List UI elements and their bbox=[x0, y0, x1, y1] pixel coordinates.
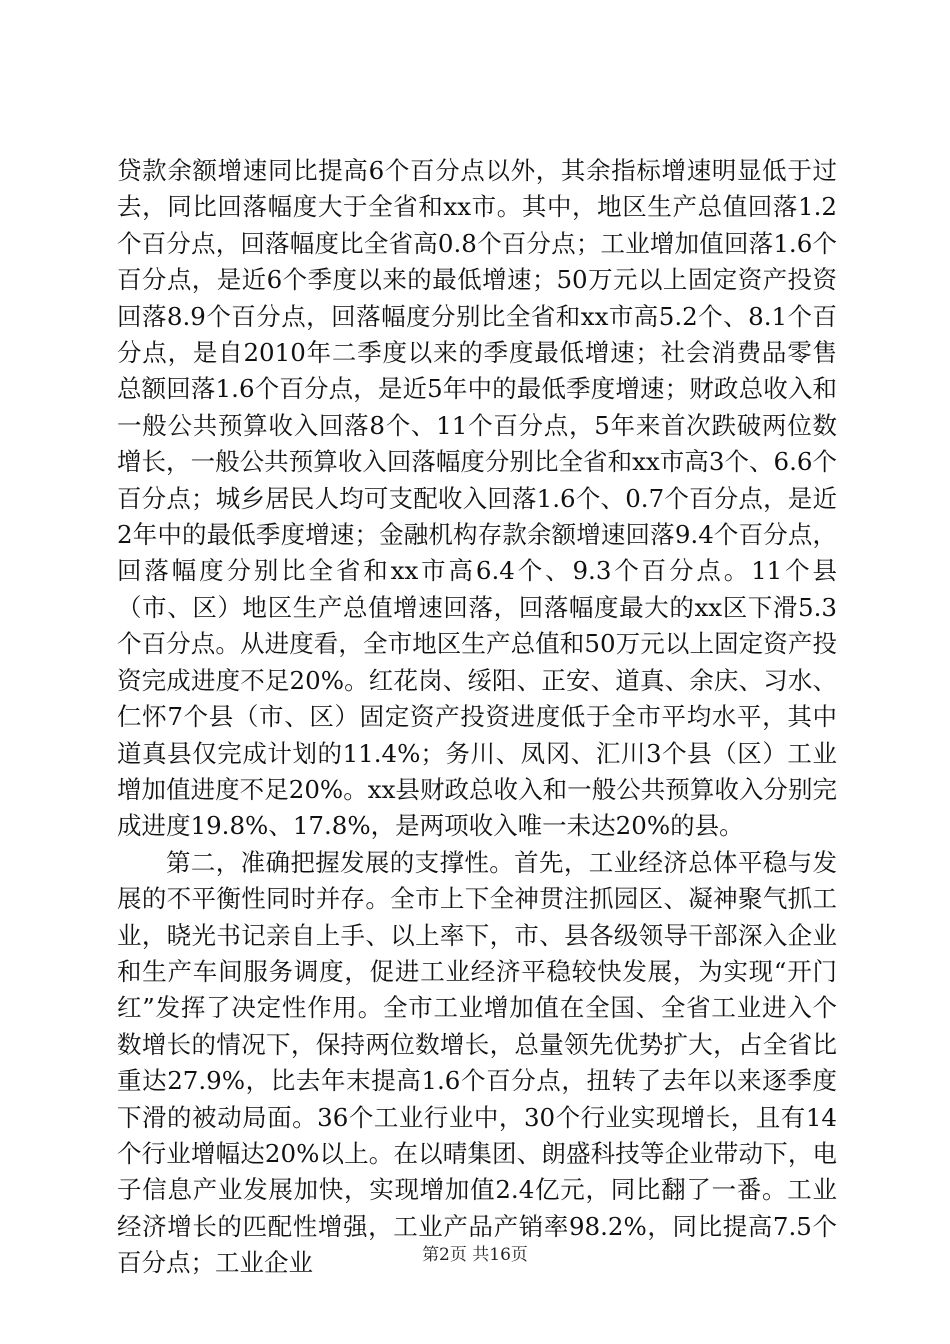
page-footer: 第2页 共16页 bbox=[422, 1245, 528, 1265]
paragraph-2: 第二，准确把握发展的支撑性。首先，工业经济总体平稳与发展的不平衡性同时并存。全市上下全神贯注抓园区、凝神聚气抓工业，晓光书记亲自上手、以上率下，市、县各级领导干部深入企业和生产车间服务调度，促进工业经济平稳较快发展，为实现“开门红”发挥了决定性作用。全市工业增加值在全国、全省工业进入个数增长的情况下，保持两位数增长，总量领先优势扩大，占全省比重达27.9%，比去年末提高1.6个百分点，扭转了去年以来逐季度下滑的被动局面。36个工业行业中，30个行业实现增长，且有14个行业增幅达20%以上。在以晴集团、朗盛科技等企业带动下，电子信息产业发展加快，实现增加值2.4亿元，同比翻了一番。工业经济增长的匹配性增强，工业产品产销率98.2%，同比提高7.5个百分点；工业企业 bbox=[117, 847, 837, 1278]
paragraph-1: 贷款余额增速同比提高6个百分点以外，其余指标增速明显低于过去，同比回落幅度大于全省和xx市。其中，地区生产总值回落1.2个百分点，回落幅度比全省高0.8个百分点；工业增加值回落1.6个百分点，是近6个季度以来的最低增速；50万元以上固定资产投资回落8.9个百分点，回落幅度分别比全省和xx市高5.2个、8.1个百分点，是自2010年二季度以来的季度最低增速；社会消费品零售总额回落1.6个百分点，是近5年中的最低季度增速；财政总收入和一般公共预算收入回落8个、11个百分点，5年来首次跌破两位数增长，一般公共预算收入回落幅度分别比全省和xx市高3个、6.6个百分点；城乡居民人均可支配收入回落1.6个、0.7个百分点，是近2年中的最低季度增速；金融机构存款余额增速回落9.4个百分点，回落幅度分别比全省和xx市高6.4个、9.3个百分点。11个县（市、区）地区生产总值增速回落，回落幅度最大的xx区下滑5.3个百分点。从进度看，全市地区生产总值和50万元以上固定资产投资完成进度不足20%。红花岗、绥阳、正安、道真、余庆、习水、仁怀7个县（市、区）固定资产投资进度低于全市平均水平，其中道真县仅完成计划的11.4%；务川、凤冈、汇川3个县（区）工业增加值进度不足20%。xx县财政总收入和一般公共预算收入分别完成进度19.8%、17.8%，是两项收入唯一未达20%的县。 bbox=[117, 156, 837, 841]
document-body bbox=[117, 153, 837, 1282]
